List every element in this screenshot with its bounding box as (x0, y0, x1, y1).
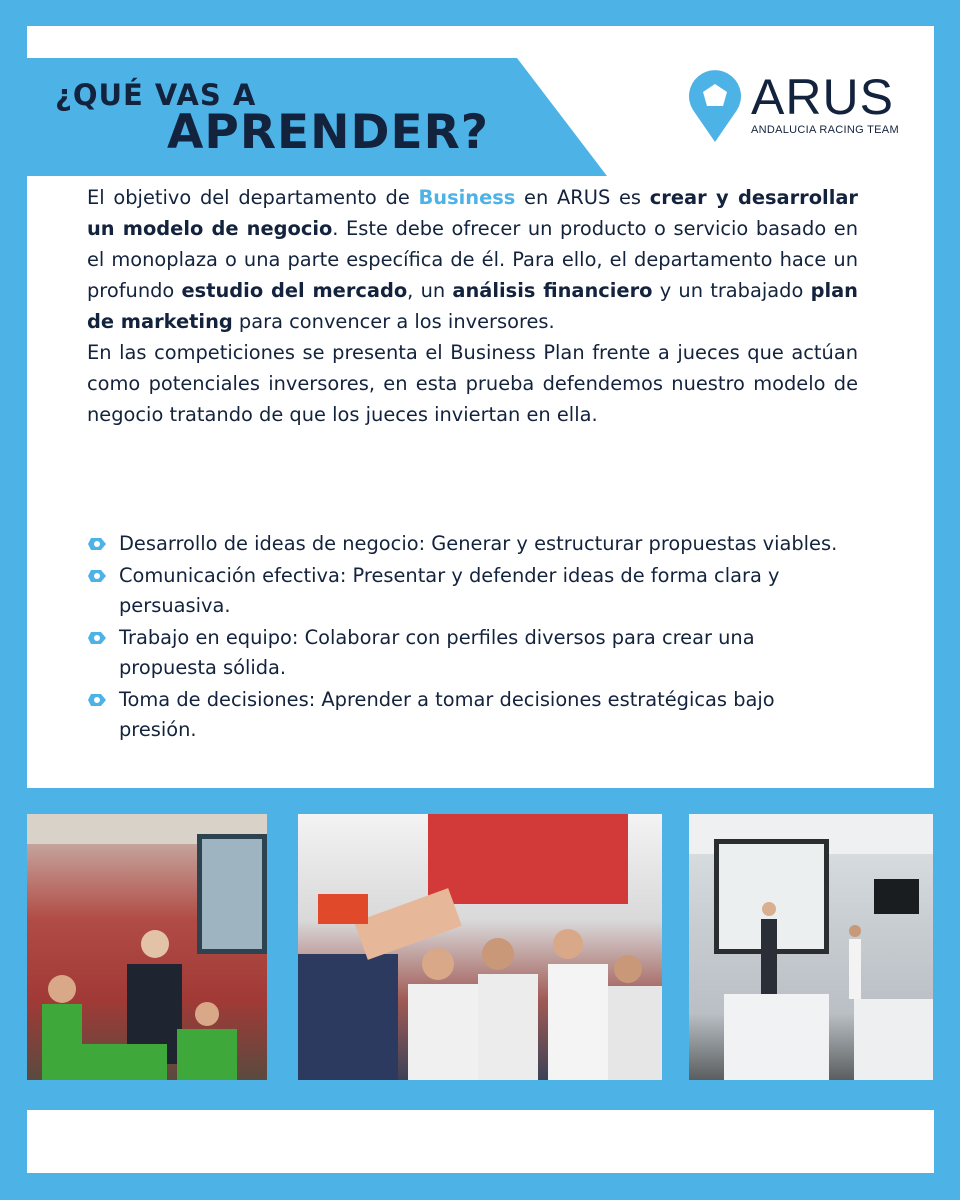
photo-illustration (27, 814, 267, 1080)
arus-logo (687, 69, 899, 146)
page-title-line1: ¿QUÉ VAS A (55, 78, 257, 112)
list-item-text: Desarrollo de ideas de negocio: Generar y estructurar propuestas viables. (119, 532, 838, 555)
bold-phrase: análisis financiero (452, 279, 653, 302)
list-item (87, 561, 858, 621)
intro-text-span: para convencer a los inversores. (232, 310, 555, 333)
footer-band (27, 1110, 934, 1173)
intro-paragraph-1 (87, 182, 858, 337)
list-item-text: Trabajo en equipo: Colaborar con perfiles diversos para crear una propuesta sólida. (119, 626, 755, 679)
photo-business-plan-award (298, 814, 662, 1080)
photo-illustration (298, 814, 662, 1080)
intro-text (87, 182, 858, 430)
bold-phrase: crear y desarrollar un modelo de negocio (87, 186, 858, 240)
intro-paragraph-2: En las competiciones se presenta el Business Plan frente a jueces que actúan como potenciales inversores, en esta prueba defendemos nuestro modelo de negocio tratando de que los jueces inviertan en ella. (87, 341, 858, 426)
bullet-icon (87, 537, 107, 551)
bold-phrase: estudio del mercado (181, 279, 408, 302)
list-item (87, 529, 858, 559)
skills-list (87, 529, 858, 747)
intro-text-span: El objetivo del departamento de (87, 186, 419, 209)
content-card (27, 26, 934, 788)
logo-name: ARUS (751, 69, 894, 125)
photo-team-presenting (27, 814, 267, 1080)
map-pin-icon (687, 70, 743, 144)
bullet-icon (87, 569, 107, 583)
bold-phrase: plan de marketing (87, 279, 858, 333)
list-item-text: Toma de decisiones: Aprender a tomar decisiones estratégicas bajo presión. (119, 688, 775, 741)
bullet-icon (87, 631, 107, 645)
bullet-icon (87, 693, 107, 707)
photo-presentation-screen (689, 814, 933, 1080)
business-highlight: Business (418, 186, 516, 209)
intro-text-span: en ARUS es (515, 186, 650, 209)
list-item-text: Comunicación efectiva: Presentar y defender ideas de forma clara y persuasiva. (119, 564, 780, 617)
intro-text-span: , un (407, 279, 453, 302)
intro-text-span: . Este debe ofrecer un producto o servicio basado en el monoplaza o una parte específica de él. Para ello, el departamento hace un profundo (87, 217, 858, 302)
logo-subtitle: ANDALUCIA RACING TEAM (751, 124, 899, 136)
intro-text-span: y un trabajado (652, 279, 811, 302)
photo-illustration (689, 814, 933, 1080)
page-title-line2: APRENDER? (167, 105, 490, 160)
list-item (87, 685, 858, 745)
list-item (87, 623, 858, 683)
